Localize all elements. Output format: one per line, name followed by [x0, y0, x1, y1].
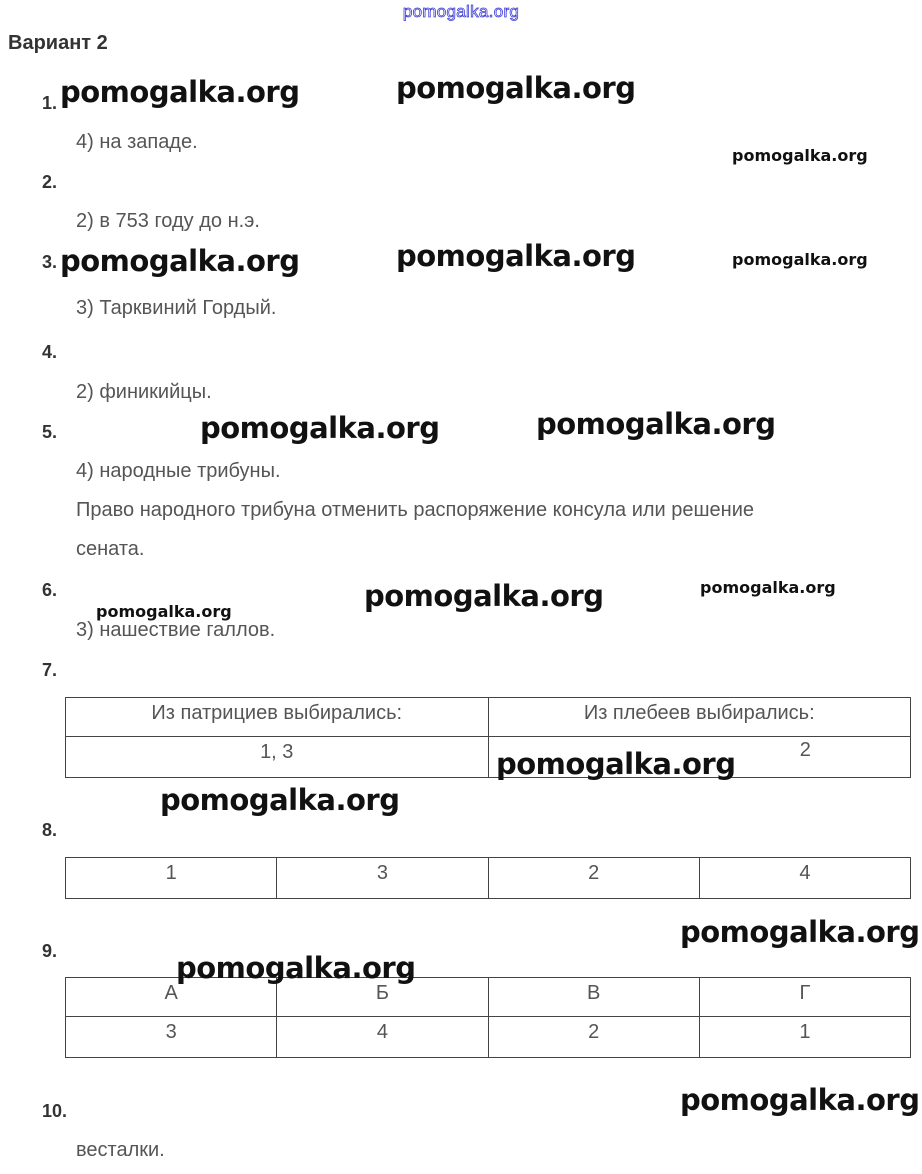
table-cell: 1	[699, 1017, 910, 1058]
answer-text: весталки.	[76, 1139, 165, 1161]
table-header-cell: Из патрициев выбирались:	[66, 698, 489, 737]
watermark: pomogalka.org	[536, 407, 776, 441]
watermark: pomogalka.org	[396, 71, 636, 105]
watermark: pomogalka.org	[396, 239, 636, 273]
question-number: 9.	[42, 941, 58, 961]
question-number: 5.	[42, 422, 58, 442]
question-number: 1.	[42, 93, 58, 113]
table-cell: 4	[277, 1017, 488, 1058]
answer-text: 3) нашествие галлов.	[76, 619, 276, 641]
watermark: pomogalka.org	[732, 250, 868, 269]
question-number: 8.	[42, 820, 58, 840]
answer-table-7	[65, 697, 911, 778]
watermark: pomogalka.org	[680, 915, 920, 949]
site-link[interactable]: pomogalka.org	[402, 2, 520, 21]
question-number: 2.	[42, 172, 58, 192]
question-number: 6.	[42, 580, 58, 600]
table-cell: 2	[488, 858, 699, 899]
watermark: pomogalka.org	[200, 411, 440, 445]
watermark: pomogalka.org	[96, 602, 232, 621]
watermark: pomogalka.org	[496, 747, 736, 781]
watermark: pomogalka.org	[700, 578, 836, 597]
table-cell: 1	[66, 858, 277, 899]
answer-text: Право народного трибуна отменить распоряжение консула или решение	[76, 499, 755, 521]
question-number: 7.	[42, 660, 58, 680]
table-header-cell: В	[488, 978, 699, 1017]
table-header-cell: Из плебеев выбирались:	[488, 698, 911, 737]
answer-text: 2) финикийцы.	[76, 381, 212, 403]
answer-text: 4) народные трибуны.	[76, 460, 281, 482]
table-cell: 3	[66, 1017, 277, 1058]
answer-table-8	[65, 857, 911, 899]
watermark: pomogalka.org	[680, 1083, 920, 1117]
answer-text: 4) на западе.	[76, 131, 198, 153]
table-cell: 4	[699, 858, 910, 899]
watermark: pomogalka.org	[60, 244, 300, 278]
table-cell: 3	[277, 858, 488, 899]
watermark: pomogalka.org	[160, 783, 400, 817]
watermark: pomogalka.org	[176, 951, 416, 985]
table-header-cell: А	[66, 978, 277, 1017]
answer-text: сената.	[76, 538, 145, 560]
answer-text: 3) Тарквиний Гордый.	[76, 297, 277, 319]
page-title: Вариант 2	[8, 32, 108, 54]
answer-text: 2) в 753 году до н.э.	[76, 210, 260, 232]
table-cell: 2	[488, 737, 911, 778]
watermark: pomogalka.org	[732, 146, 868, 165]
question-number: 3.	[42, 252, 58, 272]
question-number: 10.	[42, 1101, 68, 1121]
question-number: 4.	[42, 342, 58, 362]
answer-table-9	[65, 977, 911, 1058]
table-cell: 1, 3	[66, 737, 489, 778]
table-header-cell: Б	[277, 978, 488, 1017]
table-header-cell: Г	[699, 978, 910, 1017]
table-cell: 2	[488, 1017, 699, 1058]
watermark: pomogalka.org	[364, 579, 604, 613]
watermark: pomogalka.org	[60, 75, 300, 109]
